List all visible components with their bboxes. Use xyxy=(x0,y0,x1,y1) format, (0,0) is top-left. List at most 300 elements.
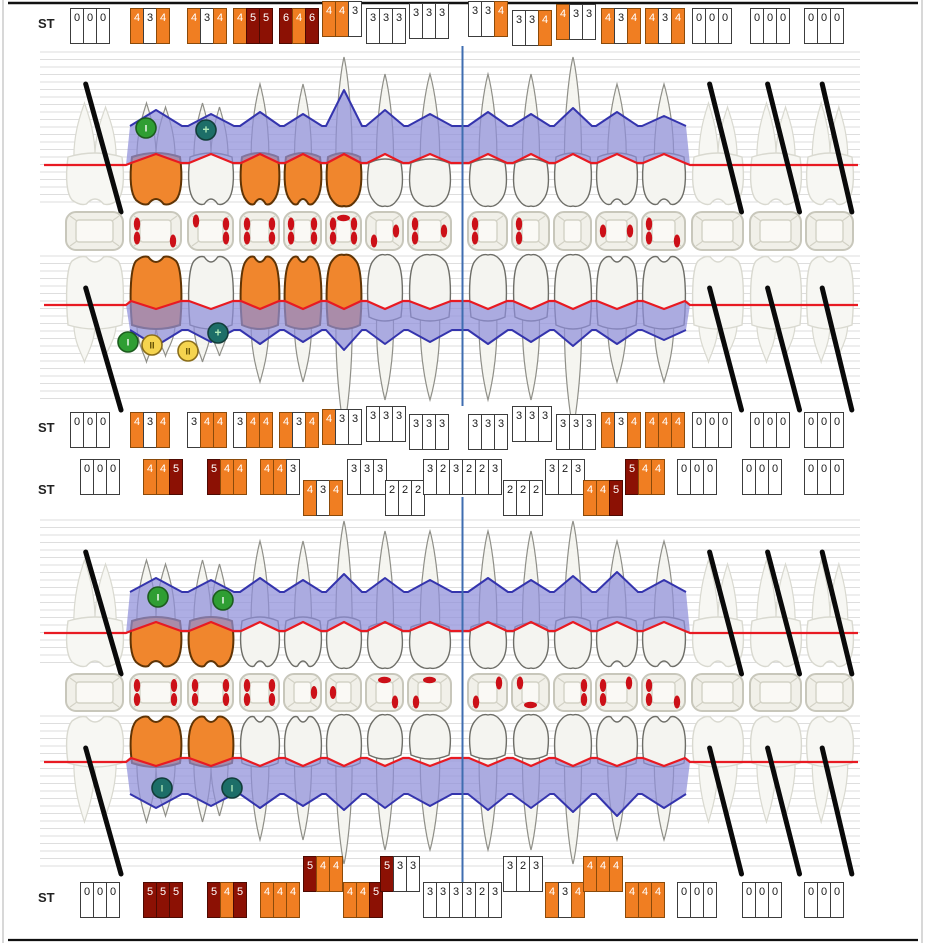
st-cell[interactable]: 4 xyxy=(571,882,585,918)
st-cell[interactable]: 0 xyxy=(80,459,94,495)
occlusal-tile-1[interactable] xyxy=(66,674,123,711)
st-cell[interactable]: 4 xyxy=(187,8,201,44)
st-cell[interactable]: 5 xyxy=(625,459,639,495)
bleeding-mark xyxy=(311,218,317,231)
st-cell[interactable]: 4 xyxy=(556,4,570,40)
st-cell[interactable]: 3 xyxy=(435,3,449,39)
st-cell[interactable]: 0 xyxy=(755,459,769,495)
occlusal-tile-8[interactable] xyxy=(408,674,451,711)
st-cell[interactable]: 3 xyxy=(286,459,300,495)
occlusal-tile-2[interactable] xyxy=(130,674,181,711)
occlusal-tile-11[interactable] xyxy=(554,674,591,711)
st-cell[interactable]: 4 xyxy=(651,459,665,495)
strip-lower-lingual xyxy=(40,520,860,674)
st-cell[interactable]: 4 xyxy=(200,412,214,448)
st-cell[interactable]: 4 xyxy=(601,412,615,448)
bleeding-mark xyxy=(192,693,198,706)
st-cell[interactable]: 2 xyxy=(398,480,412,516)
st-cell[interactable]: 2 xyxy=(516,480,530,516)
st-cell[interactable]: 3 xyxy=(422,414,436,450)
occlusal-tile-13[interactable] xyxy=(642,674,685,711)
st-cell[interactable]: 3 xyxy=(392,406,406,442)
st-cell[interactable]: 5 xyxy=(233,882,247,918)
st-group-row1-16 xyxy=(804,8,844,44)
st-cell[interactable]: 0 xyxy=(750,8,764,44)
st-cell[interactable]: 2 xyxy=(503,480,517,516)
st-cell[interactable]: 3 xyxy=(422,3,436,39)
st-cell[interactable]: 0 xyxy=(804,8,818,44)
furcation-marker-yellow[interactable] xyxy=(178,341,198,361)
st-cell[interactable]: 3 xyxy=(347,459,361,495)
st-cell[interactable]: 0 xyxy=(93,459,107,495)
st-cell[interactable]: 4 xyxy=(671,8,685,44)
st-cell[interactable]: 4 xyxy=(596,480,610,516)
st-group-row2-5 xyxy=(279,412,319,448)
st-cell[interactable]: 0 xyxy=(718,412,732,448)
svg-text:I: I xyxy=(126,337,130,348)
bleeding-mark xyxy=(646,693,652,706)
st-cell[interactable]: 0 xyxy=(817,882,831,918)
st-cell[interactable]: 4 xyxy=(658,412,672,448)
bleeding-mark xyxy=(244,218,250,231)
strip-upper-buccal xyxy=(40,52,860,212)
st-cell[interactable]: 3 xyxy=(569,414,583,450)
st-group-row3-6 xyxy=(347,459,387,495)
st-cell[interactable]: 3 xyxy=(348,409,362,445)
st-group-row1-7 xyxy=(366,8,406,44)
st-group-row1-5 xyxy=(279,8,319,44)
st-cell[interactable]: 3 xyxy=(373,459,387,495)
st-group-row1-2 xyxy=(130,8,170,44)
st-cell[interactable]: 3 xyxy=(529,856,543,892)
st-group-row3-14 xyxy=(677,459,717,495)
st-cell[interactable]: 4 xyxy=(545,882,559,918)
st-cell[interactable]: 6 xyxy=(279,8,293,44)
st-group-row1-4 xyxy=(233,8,273,44)
st-cell[interactable]: 3 xyxy=(423,882,437,918)
bleeding-mark xyxy=(288,232,294,245)
occlusal-tile-9[interactable] xyxy=(468,212,507,250)
st-cell[interactable]: 3 xyxy=(512,10,526,46)
st-cell[interactable]: 5 xyxy=(207,882,221,918)
st-cell[interactable]: 4 xyxy=(645,412,659,448)
st-cell[interactable]: 0 xyxy=(677,459,691,495)
st-cell[interactable]: 3 xyxy=(233,412,247,448)
st-cell[interactable]: 3 xyxy=(292,412,306,448)
st-cell[interactable]: 2 xyxy=(385,480,399,516)
st-cell[interactable]: 0 xyxy=(677,882,691,918)
st-cell[interactable]: 4 xyxy=(627,412,641,448)
occlusal-tile-9[interactable] xyxy=(468,674,507,711)
st-cell[interactable]: 0 xyxy=(776,412,790,448)
st-cell[interactable]: 4 xyxy=(645,8,659,44)
occlusal-tile-14[interactable] xyxy=(692,212,743,250)
st-cell[interactable]: 4 xyxy=(260,882,274,918)
furcation-marker-green[interactable] xyxy=(148,587,168,607)
st-cell[interactable]: 4 xyxy=(671,412,685,448)
st-cell[interactable]: 0 xyxy=(804,412,818,448)
occlusal-tile-15[interactable] xyxy=(750,212,801,250)
svg-text:I: I xyxy=(144,123,148,134)
st-cell[interactable]: 3 xyxy=(409,3,423,39)
st-cell[interactable]: 0 xyxy=(776,8,790,44)
bleeding-mark xyxy=(223,232,229,245)
occlusal-tile-16[interactable] xyxy=(806,674,853,711)
st-cell[interactable]: 0 xyxy=(768,882,782,918)
st-cell[interactable]: 0 xyxy=(96,8,110,44)
bleeding-mark xyxy=(646,218,652,231)
st-cell[interactable]: 3 xyxy=(393,856,407,892)
occlusal-tile-6[interactable] xyxy=(326,212,361,250)
occlusal-tile-1[interactable] xyxy=(66,212,123,250)
st-cell[interactable]: 4 xyxy=(322,409,336,445)
bleeding-mark xyxy=(472,218,478,231)
st-group-row3-4 xyxy=(260,459,300,495)
st-cell[interactable]: 3 xyxy=(468,414,482,450)
occlusal-tile-2[interactable] xyxy=(130,212,181,250)
st-cell[interactable]: 4 xyxy=(343,882,357,918)
st-group-row2-11 xyxy=(556,414,596,450)
st-cell[interactable]: 3 xyxy=(556,414,570,450)
furcation-marker-green[interactable] xyxy=(136,118,156,138)
st-cell[interactable]: 3 xyxy=(436,882,450,918)
st-cell[interactable]: 0 xyxy=(804,459,818,495)
st-cell[interactable]: 0 xyxy=(830,459,844,495)
st-cell[interactable]: 3 xyxy=(435,414,449,450)
st-cell[interactable]: 4 xyxy=(292,8,306,44)
st-cell[interactable]: 0 xyxy=(830,8,844,44)
furcation-marker-teal[interactable] xyxy=(222,778,242,798)
occlusal-row-2 xyxy=(66,674,853,711)
st-cell[interactable]: 5 xyxy=(169,882,183,918)
st-cell[interactable]: 4 xyxy=(259,412,273,448)
st-cell[interactable]: 3 xyxy=(494,414,508,450)
st-cell[interactable]: 3 xyxy=(468,1,482,37)
st-group-row1-8 xyxy=(409,3,449,39)
st-cell[interactable]: 4 xyxy=(233,8,247,44)
furcation-marker-green[interactable] xyxy=(118,332,138,352)
st-cell[interactable]: 4 xyxy=(156,459,170,495)
st-cell[interactable]: 4 xyxy=(651,882,665,918)
st-cell[interactable]: 3 xyxy=(658,8,672,44)
occlusal-tile-4[interactable] xyxy=(240,674,279,711)
st-cell[interactable]: 6 xyxy=(305,8,319,44)
st-cell[interactable]: 0 xyxy=(70,412,84,448)
st-cell[interactable]: 4 xyxy=(638,882,652,918)
st-cell[interactable]: 4 xyxy=(601,8,615,44)
bleeding-mark xyxy=(330,232,336,245)
st-cell[interactable]: 4 xyxy=(596,856,610,892)
st-cell[interactable]: 0 xyxy=(692,412,706,448)
st-cell[interactable]: 4 xyxy=(583,856,597,892)
bleeding-mark xyxy=(351,232,357,245)
st-cell[interactable]: 4 xyxy=(279,412,293,448)
st-cell[interactable]: 2 xyxy=(411,480,425,516)
st-cell[interactable]: 4 xyxy=(303,480,317,516)
st-cell[interactable]: 0 xyxy=(705,412,719,448)
st-cell[interactable]: 0 xyxy=(70,8,84,44)
st-cell[interactable]: 4 xyxy=(246,412,260,448)
st-cell[interactable]: 3 xyxy=(366,8,380,44)
st-group-row3-9 xyxy=(462,459,502,495)
st-cell[interactable]: 0 xyxy=(80,882,94,918)
st-cell[interactable]: 5 xyxy=(609,480,623,516)
bleeding-mark xyxy=(627,225,633,238)
st-cell[interactable]: 3 xyxy=(538,406,552,442)
st-group-row3-3 xyxy=(207,459,247,495)
st-group-row2-7 xyxy=(366,406,406,442)
st-group-row3-15 xyxy=(742,459,782,495)
bleeding-mark xyxy=(413,696,419,709)
svg-text:II: II xyxy=(185,346,191,357)
st-cell[interactable]: 3 xyxy=(379,406,393,442)
st-cell[interactable]: 0 xyxy=(768,459,782,495)
st-cell[interactable]: 5 xyxy=(207,459,221,495)
st-cell[interactable]: 3 xyxy=(316,480,330,516)
st-cell[interactable]: 3 xyxy=(462,882,476,918)
st-cell[interactable]: 3 xyxy=(187,412,201,448)
occlusal-tile-3[interactable] xyxy=(188,212,233,250)
bleeding-mark xyxy=(581,693,587,706)
occlusal-tile-8[interactable] xyxy=(408,212,451,250)
st-group-row4-5 xyxy=(303,856,343,892)
st-cell[interactable]: 5 xyxy=(143,882,157,918)
occlusal-tile-5[interactable] xyxy=(284,674,321,711)
furcation-marker-yellow[interactable] xyxy=(142,335,162,355)
st-cell[interactable]: 0 xyxy=(763,8,777,44)
st-group-row2-3 xyxy=(187,412,227,448)
st-cell[interactable]: 3 xyxy=(348,1,362,37)
st-group-row3-12 xyxy=(583,480,623,516)
st-cell[interactable]: 4 xyxy=(286,882,300,918)
st-cell[interactable]: 3 xyxy=(503,856,517,892)
st-cell[interactable]: 3 xyxy=(379,8,393,44)
st-group-row4-10 xyxy=(503,856,543,892)
bleeding-mark xyxy=(193,215,199,228)
st-cell[interactable]: 3 xyxy=(449,459,463,495)
st-cell[interactable]: 4 xyxy=(260,459,274,495)
occlusal-tile-3[interactable] xyxy=(188,674,233,711)
st-cell[interactable]: 4 xyxy=(213,8,227,44)
st-cell[interactable]: 4 xyxy=(322,1,336,37)
bleeding-mark xyxy=(600,225,606,238)
bleeding-mark xyxy=(244,232,250,245)
st-cell[interactable]: 4 xyxy=(273,459,287,495)
st-cell[interactable]: 3 xyxy=(614,412,628,448)
st-cell[interactable]: 0 xyxy=(830,882,844,918)
st-cell[interactable]: 3 xyxy=(525,406,539,442)
bleeding-mark xyxy=(646,679,652,692)
st-cell[interactable]: 5 xyxy=(156,882,170,918)
occlusal-tile-14[interactable] xyxy=(692,674,743,711)
st-cell[interactable]: 4 xyxy=(329,856,343,892)
st-cell[interactable]: 3 xyxy=(335,409,349,445)
st-cell[interactable]: 4 xyxy=(638,459,652,495)
st-cell[interactable]: 2 xyxy=(475,882,489,918)
st-cell[interactable]: 4 xyxy=(220,459,234,495)
st-cell[interactable]: 3 xyxy=(449,882,463,918)
st-cell[interactable]: 3 xyxy=(512,406,526,442)
st-cell[interactable]: 0 xyxy=(742,882,756,918)
st-cell[interactable]: 4 xyxy=(130,412,144,448)
bleeding-mark xyxy=(392,696,398,709)
st-cell[interactable]: 3 xyxy=(481,414,495,450)
st-group-row3-13 xyxy=(625,459,665,495)
st-cell[interactable]: 5 xyxy=(259,8,273,44)
st-cell[interactable]: 4 xyxy=(213,412,227,448)
st-cell[interactable]: 4 xyxy=(305,412,319,448)
st-cell[interactable]: 3 xyxy=(545,459,559,495)
st-cell[interactable]: 4 xyxy=(609,856,623,892)
st-group-row4-1 xyxy=(80,882,120,918)
st-cell[interactable]: 0 xyxy=(83,412,97,448)
st-cell[interactable]: 0 xyxy=(83,8,97,44)
st-cell[interactable]: 0 xyxy=(830,412,844,448)
st-cell[interactable]: 0 xyxy=(703,459,717,495)
st-cell[interactable]: 0 xyxy=(96,412,110,448)
st-cell[interactable]: 5 xyxy=(169,459,183,495)
furcation-marker-teal[interactable] xyxy=(152,778,172,798)
occlusal-tile-15[interactable] xyxy=(750,674,801,711)
st-cell[interactable]: 3 xyxy=(582,4,596,40)
st-cell[interactable]: 0 xyxy=(817,412,831,448)
st-cell[interactable]: 4 xyxy=(494,1,508,37)
st-cell[interactable]: 0 xyxy=(750,412,764,448)
st-cell[interactable]: 0 xyxy=(106,459,120,495)
occlusal-tile-6[interactable] xyxy=(326,674,361,711)
st-group-row2-9 xyxy=(468,414,508,450)
st-cell[interactable]: 4 xyxy=(156,8,170,44)
st-cell[interactable]: 2 xyxy=(558,459,572,495)
st-group-row2-12 xyxy=(601,412,641,448)
st-cell[interactable]: 3 xyxy=(525,10,539,46)
furcation-marker-green[interactable] xyxy=(213,590,233,610)
st-cell[interactable]: 3 xyxy=(143,8,157,44)
occlusal-row-1 xyxy=(66,212,853,250)
st-cell[interactable]: 3 xyxy=(409,414,423,450)
st-cell[interactable]: 4 xyxy=(233,459,247,495)
st-cell[interactable]: 3 xyxy=(569,4,583,40)
st-cell[interactable]: 0 xyxy=(742,459,756,495)
st-group-row3-16 xyxy=(804,459,844,495)
st-cell[interactable]: 2 xyxy=(436,459,450,495)
st-cell[interactable]: 3 xyxy=(488,459,502,495)
st-cell[interactable]: 2 xyxy=(475,459,489,495)
st-cell[interactable]: 0 xyxy=(93,882,107,918)
st-group-row4-15 xyxy=(742,882,782,918)
occlusal-tile-12[interactable] xyxy=(596,674,637,711)
st-cell[interactable]: 3 xyxy=(366,406,380,442)
occlusal-tile-7[interactable] xyxy=(366,212,403,250)
bleeding-mark xyxy=(134,232,140,245)
furcation-marker-teal[interactable] xyxy=(208,323,228,343)
st-group-row1-11 xyxy=(556,4,596,40)
st-cell[interactable]: 0 xyxy=(705,8,719,44)
st-cell[interactable]: 3 xyxy=(481,1,495,37)
st-cell[interactable]: 5 xyxy=(303,856,317,892)
st-cell[interactable]: 4 xyxy=(335,1,349,37)
st-cell[interactable]: 4 xyxy=(538,10,552,46)
st-cell[interactable]: 2 xyxy=(529,480,543,516)
st-cell[interactable]: 4 xyxy=(156,412,170,448)
occlusal-tile-11[interactable] xyxy=(554,212,591,250)
st-cell[interactable]: 3 xyxy=(392,8,406,44)
st-cell[interactable]: 0 xyxy=(690,882,704,918)
st-cell[interactable]: 4 xyxy=(316,856,330,892)
bleeding-mark xyxy=(423,677,436,683)
st-group-row1-1 xyxy=(70,8,110,44)
occlusal-tile-7[interactable] xyxy=(366,674,403,711)
occlusal-tile-4[interactable] xyxy=(240,212,279,250)
occlusal-tile-10[interactable] xyxy=(512,674,549,711)
st-cell[interactable]: 2 xyxy=(462,459,476,495)
occlusal-tile-12[interactable] xyxy=(596,212,637,250)
st-cell[interactable]: 0 xyxy=(804,882,818,918)
st-cell[interactable]: 0 xyxy=(763,412,777,448)
strip-upper-palatal xyxy=(40,255,860,428)
occlusal-tile-13[interactable] xyxy=(642,212,685,250)
bleeding-mark xyxy=(674,235,680,248)
st-cell[interactable]: 4 xyxy=(130,8,144,44)
st-cell[interactable]: 3 xyxy=(143,412,157,448)
st-cell[interactable]: 0 xyxy=(755,882,769,918)
st-cell[interactable]: 3 xyxy=(614,8,628,44)
st-cell[interactable]: 4 xyxy=(273,882,287,918)
st-cell[interactable]: 4 xyxy=(220,882,234,918)
st-cell[interactable]: 5 xyxy=(380,856,394,892)
st-cell[interactable]: 0 xyxy=(817,8,831,44)
occlusal-tile-10[interactable] xyxy=(512,212,549,250)
st-cell[interactable]: 4 xyxy=(143,459,157,495)
st-cell[interactable]: 3 xyxy=(582,414,596,450)
st-cell[interactable]: 4 xyxy=(625,882,639,918)
st-cell[interactable]: 0 xyxy=(703,882,717,918)
st-cell[interactable]: 0 xyxy=(106,882,120,918)
st-cell[interactable]: 0 xyxy=(817,459,831,495)
strip-lower-buccal xyxy=(40,715,860,874)
st-group-row4-13 xyxy=(625,882,665,918)
furcation-marker-teal[interactable] xyxy=(196,120,216,140)
bleeding-mark xyxy=(223,679,229,692)
st-group-row4-3 xyxy=(207,882,247,918)
st-cell[interactable]: 4 xyxy=(356,882,370,918)
st-group-row2-4 xyxy=(233,412,273,448)
st-cell[interactable]: 0 xyxy=(692,8,706,44)
st-cell[interactable]: 3 xyxy=(488,882,502,918)
st-cell[interactable]: 5 xyxy=(246,8,260,44)
st-group-row3-7 xyxy=(385,480,425,516)
st-cell[interactable]: 4 xyxy=(583,480,597,516)
bleeding-mark xyxy=(244,693,250,706)
occlusal-tile-5[interactable] xyxy=(284,212,321,250)
st-cell[interactable]: 3 xyxy=(200,8,214,44)
st-cell[interactable]: 5 xyxy=(369,882,383,918)
st-group-row2-15 xyxy=(750,412,790,448)
st-cell[interactable]: 3 xyxy=(571,459,585,495)
st-cell[interactable]: 4 xyxy=(329,480,343,516)
st-cell[interactable]: 0 xyxy=(718,8,732,44)
st-cell[interactable]: 3 xyxy=(406,856,420,892)
st-cell[interactable]: 3 xyxy=(558,882,572,918)
st-cell[interactable]: 3 xyxy=(423,459,437,495)
occlusal-tile-16[interactable] xyxy=(806,212,853,250)
bleeding-mark xyxy=(269,693,275,706)
st-row-label: ST xyxy=(38,482,55,497)
st-cell[interactable]: 0 xyxy=(690,459,704,495)
st-cell[interactable]: 4 xyxy=(627,8,641,44)
st-cell[interactable]: 2 xyxy=(516,856,530,892)
st-cell[interactable]: 3 xyxy=(360,459,374,495)
